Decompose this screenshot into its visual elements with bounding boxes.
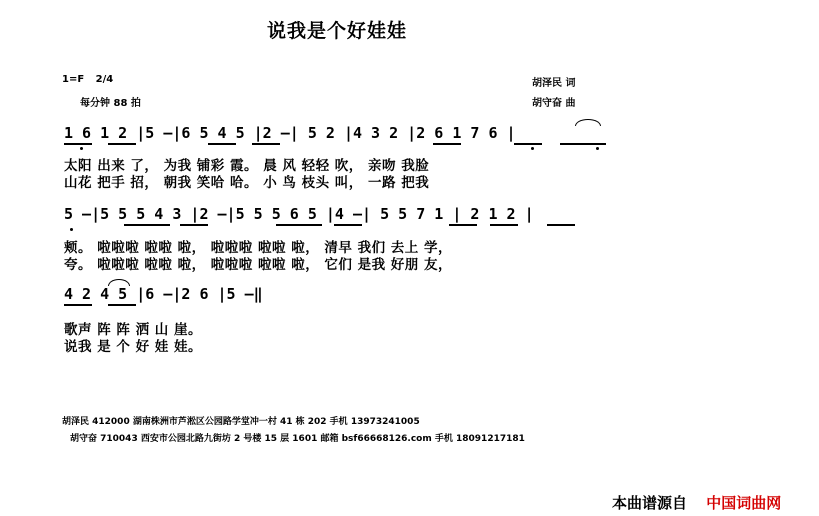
lyric-line-1-verse-2: 山花 把手 招， 朝我 笑哈 哈。 小 鸟 枝头 叫， 一路 把我 bbox=[64, 175, 430, 191]
footer-contact-lyricist: 胡泽民 412000 湖南株洲市芦淞区公园路学堂冲一村 41 栋 202 手机 13973241005 bbox=[62, 417, 420, 427]
beat-underline bbox=[514, 143, 542, 145]
composer-credit: 胡守奋 曲 bbox=[532, 98, 576, 109]
beat-underline bbox=[108, 143, 136, 145]
beat-underline bbox=[547, 224, 575, 226]
beat-underline bbox=[64, 304, 92, 306]
lower-octave-dot bbox=[596, 147, 599, 150]
beat-underline bbox=[64, 143, 92, 145]
lower-octave-dot bbox=[70, 228, 73, 231]
key-signature-text: 1=F bbox=[62, 74, 85, 85]
notation-line-3: 4 2 4 5 |6 —|2 6 |5 —‖ bbox=[64, 285, 263, 303]
lyric-line-1-verse-1: 太阳 出来 了， 为我 铺彩 霞。 晨 风 轻轻 吹， 亲吻 我脸 bbox=[64, 158, 430, 174]
lyric-line-2-verse-1: 颊。 啦啦啦 啦啦 啦， 啦啦啦 啦啦 啦， 清早 我们 去上 学， bbox=[64, 240, 452, 256]
notation-line-2: 5 —|5 5 5 4 3 |2 —|5 5 5 6 5 |4 —| 5 5 7 1 | 2 1 2 | bbox=[64, 205, 534, 223]
beat-underline bbox=[252, 143, 280, 145]
beat-underline bbox=[180, 224, 208, 226]
beat-underline bbox=[208, 143, 236, 145]
footer-contact-composer: 胡守奋 710043 西安市公园北路九街坊 2 号楼 15 层 1601 邮箱 bsf66668126.com 手机 18091217181 bbox=[70, 434, 525, 444]
time-signature: 2/4 bbox=[95, 74, 114, 85]
beat-underline bbox=[108, 304, 136, 306]
beat-underline bbox=[276, 224, 322, 226]
beat-underline bbox=[334, 224, 362, 226]
lower-octave-dot bbox=[80, 147, 83, 150]
lyricist-credit: 胡泽民 词 bbox=[532, 78, 576, 89]
beat-underline bbox=[560, 143, 606, 145]
slur-mark bbox=[575, 119, 601, 126]
source-site-link[interactable]: 中国词曲网 bbox=[706, 494, 782, 512]
key-signature bbox=[62, 74, 113, 85]
lyric-line-3-verse-2: 说我 是 个 好 娃 娃。 bbox=[64, 339, 202, 355]
song-title: 说我是个好娃娃 bbox=[267, 20, 408, 42]
beat-underline bbox=[124, 224, 170, 226]
lyric-line-2-verse-2: 夸。 啦啦啦 啦啦 啦， 啦啦啦 啦啦 啦， 它们 是我 好朋 友， bbox=[64, 257, 452, 273]
notation-line-1: 1 6 1 2 |5 —|6 5 4 5 |2 —| 5 2 |4 3 2 |2 6 1 7 6 | bbox=[64, 124, 516, 142]
beat-underline bbox=[490, 224, 518, 226]
beat-underline bbox=[433, 143, 461, 145]
slur-mark bbox=[108, 279, 130, 286]
lower-octave-dot bbox=[531, 147, 534, 150]
beat-underline bbox=[449, 224, 477, 226]
source-credit bbox=[612, 492, 781, 513]
source-prefix: 本曲谱源自 bbox=[612, 494, 688, 512]
tempo-marking: 每分钟 88 拍 bbox=[80, 98, 141, 109]
lyric-line-3-verse-1: 歌声 阵 阵 洒 山 崖。 bbox=[64, 322, 202, 338]
